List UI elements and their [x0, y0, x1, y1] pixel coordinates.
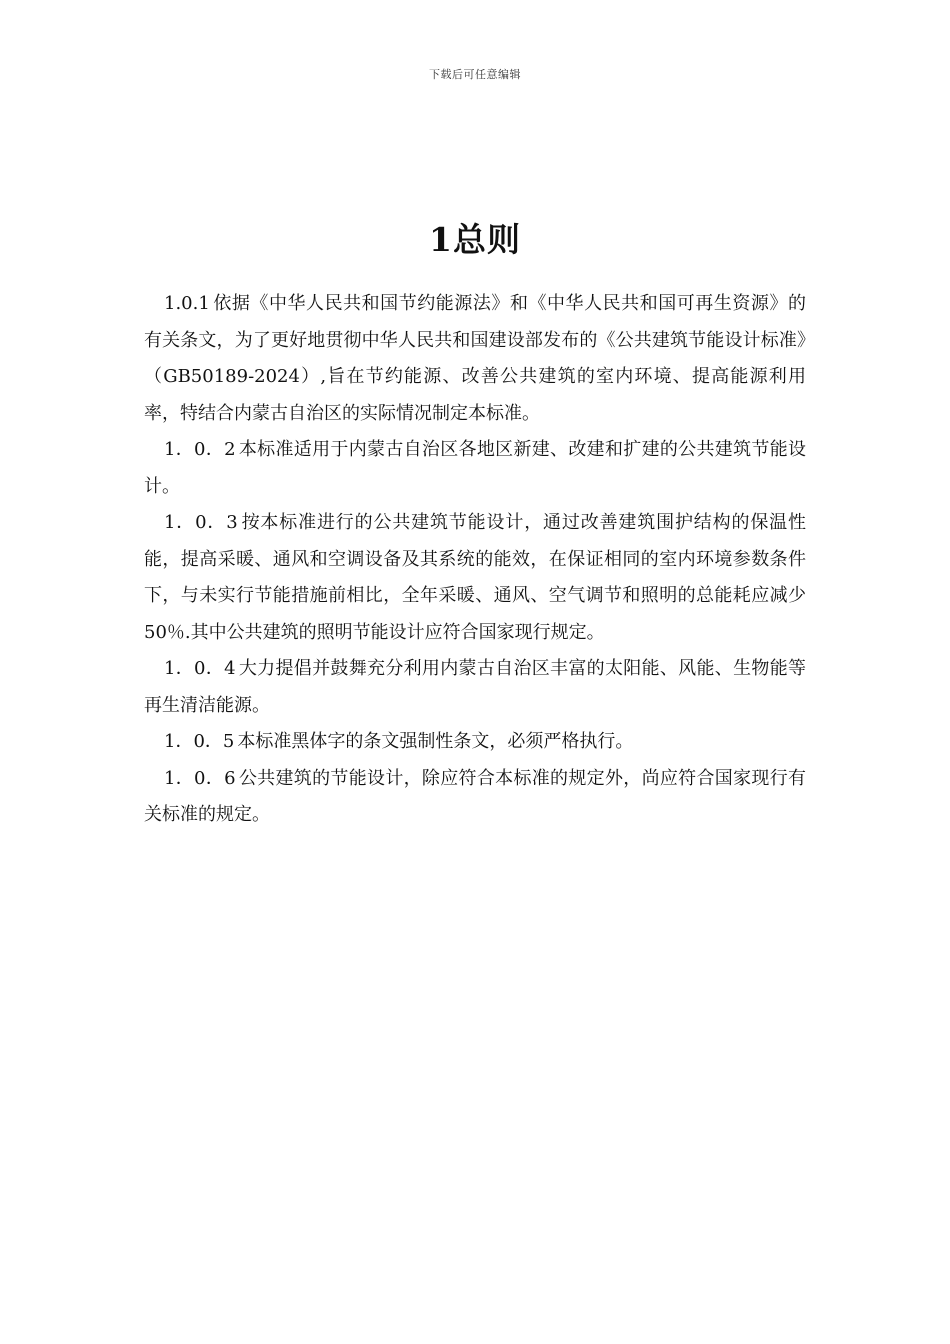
clause-text: 本标准适用于内蒙古自治区各地区新建、改建和扩建的公共建筑节能设计。	[144, 439, 806, 497]
page-header-note: 下载后可任意编辑	[429, 68, 521, 81]
clause-1-0-6	[144, 761, 806, 834]
clause-number: 1．0．3	[164, 512, 238, 533]
clause-1-0-3	[144, 505, 806, 651]
clause-number: 1．0．5	[164, 731, 235, 752]
clause-1-0-4	[144, 651, 806, 724]
chapter-body	[144, 286, 806, 834]
clause-text: 依据《中华人民共和国节约能源法》和《中华人民共和国可再生资源》的有关条文，为了更好地贯彻中华人民共和国建设部发布的《公共建筑节能设计标准》（GB50189-2024）,旨在节约能源、改善公共建筑的室内环境、提高能源利用率，特结合内蒙古自治区的实际情况制定本标准。	[144, 293, 806, 424]
clause-1-0-5	[144, 724, 806, 761]
clause-text: 本标准黑体字的条文强制性条文，必须严格执行。	[237, 731, 634, 752]
clause-number: 1．0．2	[164, 439, 236, 460]
clause-1-0-1	[144, 286, 806, 432]
clause-text: 按本标准进行的公共建筑节能设计，通过改善建筑围护结构的保温性能，提高采暖、通风和空调设备及其系统的能效，在保证相同的室内环境参数条件下，与未实行节能措施前相比，全年采暖、通风、空气调节和照明的总能耗应减少50％.其中公共建筑的照明节能设计应符合国家现行规定。	[144, 512, 807, 643]
clause-number: 1．0．4	[164, 658, 236, 679]
clause-number: 1．0．6	[164, 767, 236, 789]
chapter-title: 1总则	[429, 220, 521, 260]
clause-text: 公共建筑的节能设计，除应符合本标准的规定外，尚应符合国家现行有关标准的规定。	[144, 767, 806, 825]
clause-text: 大力提倡并鼓舞充分利用内蒙古自治区丰富的太阳能、风能、生物能等再生清洁能源。	[144, 658, 806, 716]
clause-1-0-2	[144, 432, 806, 505]
clause-number: 1.0.1	[164, 293, 210, 314]
